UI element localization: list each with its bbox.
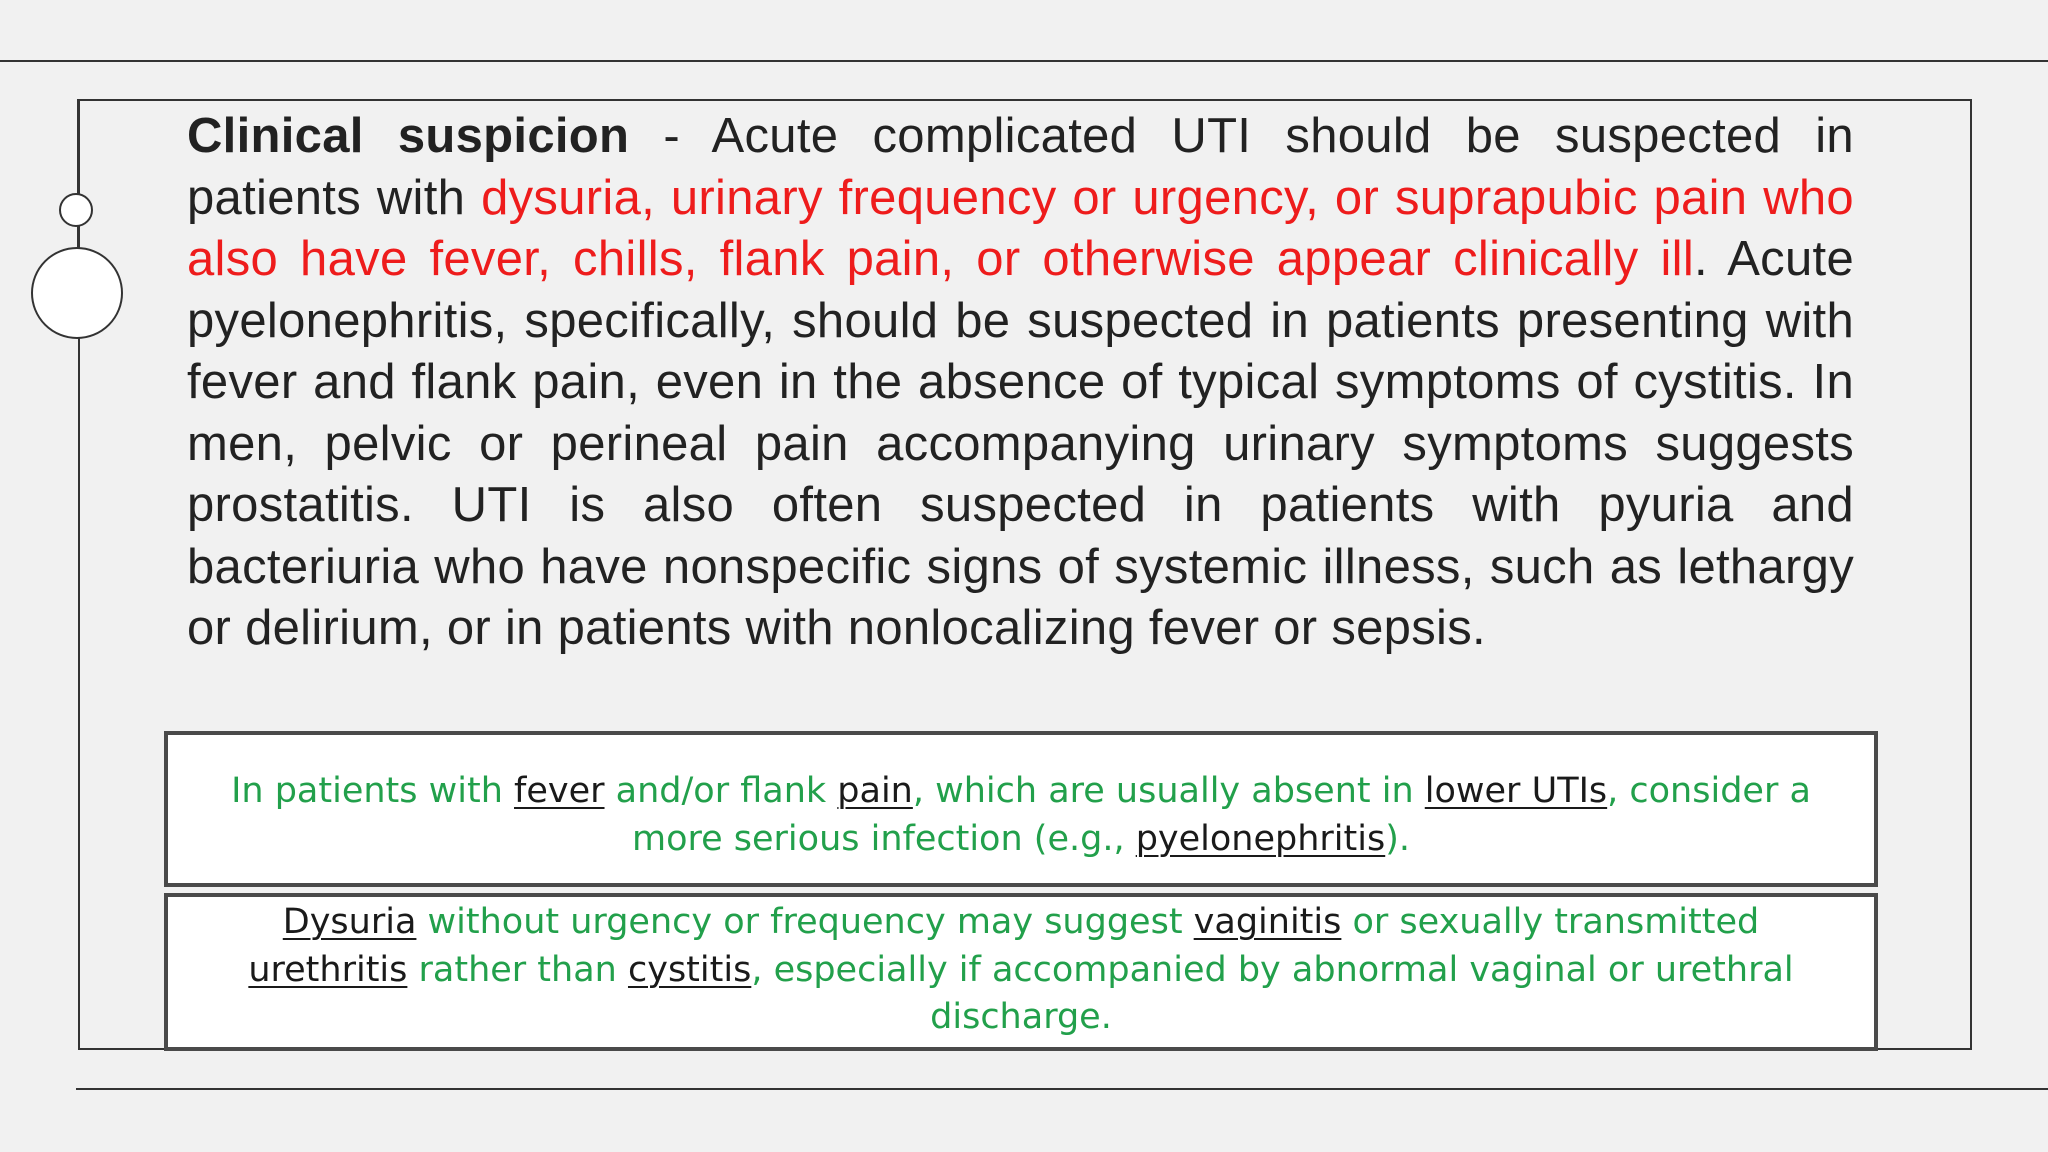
note2-text-3: rather than — [407, 949, 628, 990]
note2-text-2: or sexually transmitted — [1341, 902, 1760, 942]
paragraph-dash: - — [629, 109, 712, 163]
top-divider — [0, 60, 2048, 62]
note1-term-pain: pain — [837, 771, 913, 811]
bottom-divider — [76, 1088, 2048, 1090]
paragraph-highlight: dysuria, urinary frequency or urgency, or suprapubic pain who also have fever, chills, flank pain, or otherwise appear clinically ill — [187, 170, 1854, 286]
fever-flank-pain-note — [164, 731, 1878, 887]
paragraph-intro: Acute complicated UTI should be suspected in patients with — [187, 109, 1854, 225]
note1-text-5: ). — [1385, 818, 1410, 859]
note1-term-fever: fever — [514, 771, 605, 811]
clinical-suspicion-paragraph — [187, 106, 1854, 660]
note2-term-urethritis: urethritis — [248, 949, 408, 990]
note2-text-4: , especially if accompanied by abnormal vaginal or urethral discharge. — [751, 949, 1794, 1037]
note1-text-4: , consider a more serious infection (e.g., — [631, 771, 1811, 859]
note2-text-1: without urgency or frequency may suggest — [416, 902, 1194, 942]
note1-text-2: and/or flank — [604, 771, 838, 811]
paragraph-body: . Acute pyelonephritis, specifically, should be suspected in patients presenting with fever and flank pain, even in the absence of typical symptoms of cystitis. In men, pelvic or perineal pain accompanying urinary symptoms suggests prostatitis. UTI is also often suspected in patients with pyuria and bacteriuria who have nonspecific signs of systemic illness, such as lethargy or delirium, or in patients with nonlocalizing fever or sepsis. — [187, 232, 1854, 655]
note2-term-cystitis: cystitis — [627, 949, 752, 990]
note1-term-lower-utis: lower UTIs — [1424, 771, 1608, 811]
decorative-small-circle-icon — [59, 193, 93, 227]
note1-term-pyelonephritis: pyelonephritis — [1135, 818, 1386, 859]
paragraph-heading: Clinical suspicion — [187, 109, 630, 163]
note1-text-1: In patients with — [231, 771, 515, 811]
decorative-large-circle-icon — [31, 247, 123, 339]
dysuria-note — [164, 893, 1878, 1051]
note2-term-dysuria: Dysuria — [282, 902, 417, 942]
note2-term-vaginitis: vaginitis — [1193, 902, 1342, 942]
note1-text-3: , which are usually absent in — [912, 771, 1425, 811]
